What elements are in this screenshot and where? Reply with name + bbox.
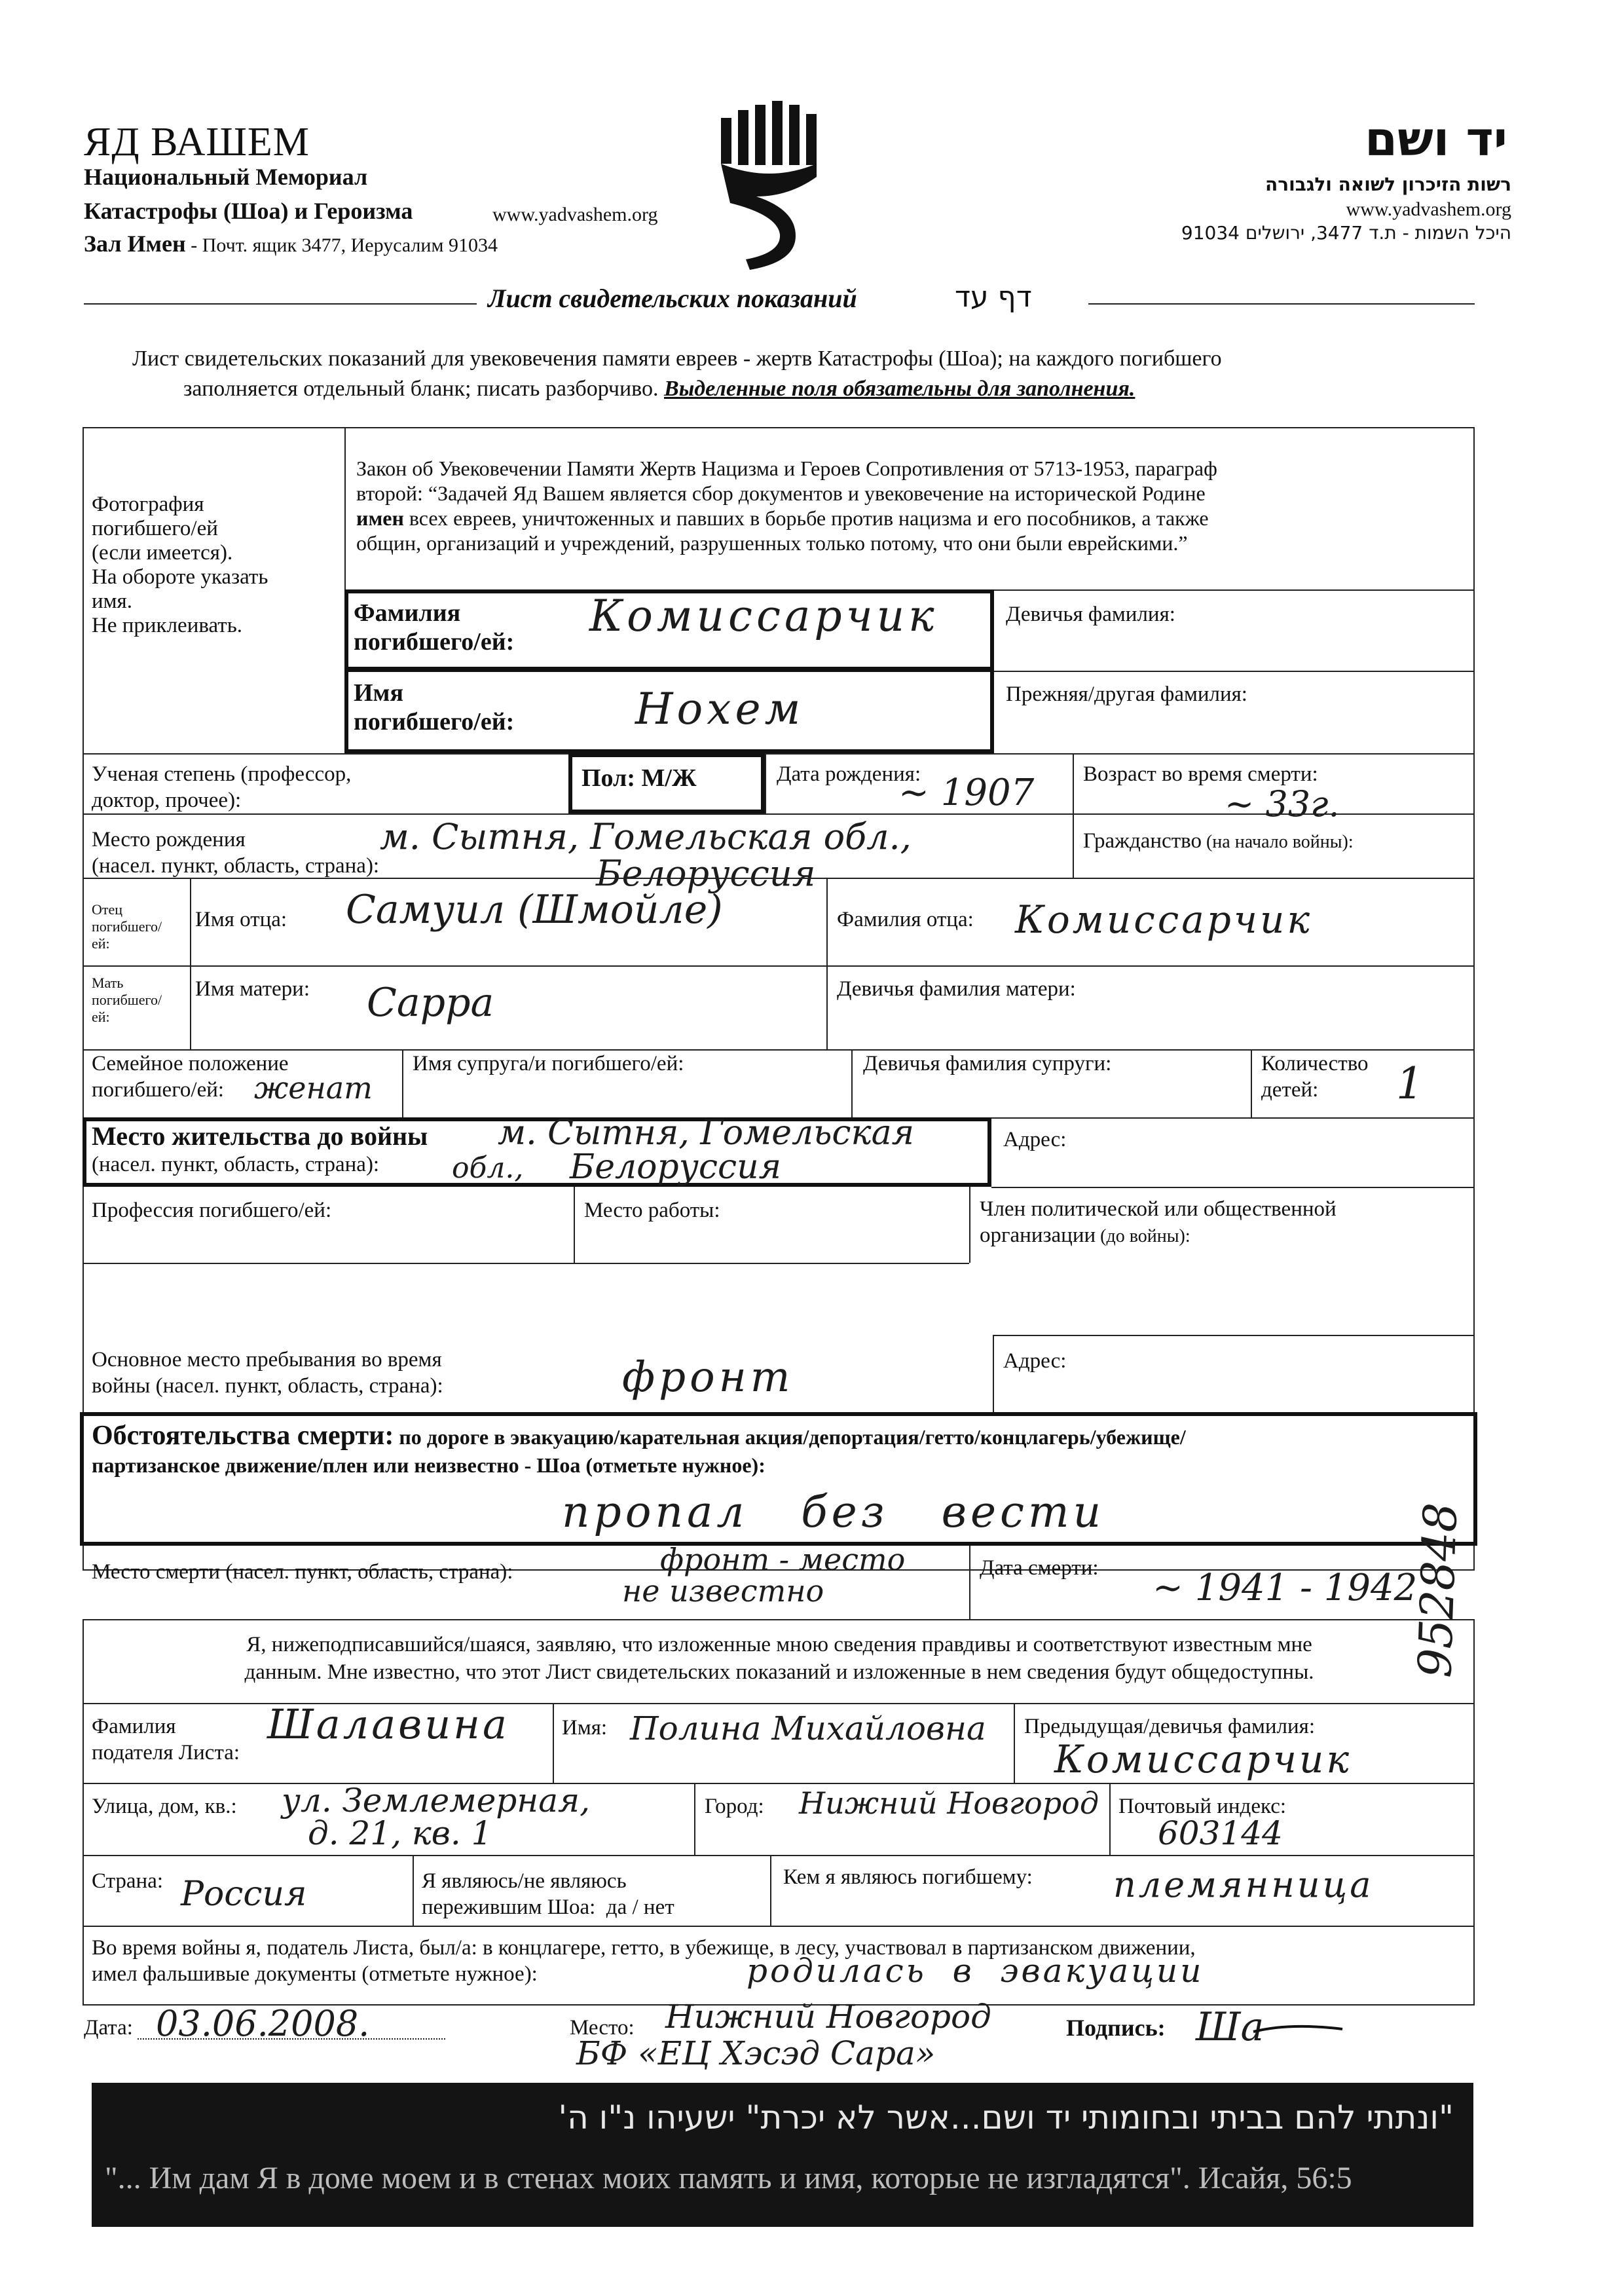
member-label2	[980, 1222, 1337, 1250]
org-website[interactable]: www.yadvashem.org	[492, 204, 658, 225]
city-divider	[694, 1783, 695, 1855]
death-date-label: Дата смерти:	[980, 1556, 1099, 1580]
relation-value: племянница	[1113, 1864, 1374, 1905]
place-label: Место:	[570, 2016, 635, 2040]
wartime-label1: Основное место пребывания во время	[92, 1348, 442, 1371]
birth-place-label1: Место рождения	[92, 828, 246, 851]
death-circ-text2: партизанское движение/плен или неизвестно - Шоа (отметьте нужное):	[92, 1453, 766, 1477]
photo-note-line2: погибшего/ей	[92, 517, 218, 540]
org-title-ru: ЯД ВАШЕМ	[84, 120, 310, 164]
father-side-line3: ей:	[92, 935, 110, 952]
citizenship-label	[1083, 828, 1354, 855]
victim-surname-label	[354, 599, 514, 656]
residence-label2: (насел. пункт, область, страна):	[92, 1153, 380, 1176]
member-note: (до войны):	[1096, 1226, 1190, 1246]
birth-place-label	[92, 827, 379, 879]
birth-place-value-line2: Белоруссия	[596, 853, 816, 894]
death-circ-line1	[92, 1423, 1186, 1451]
place-value: Нижний Новгород	[665, 1998, 991, 2036]
residence-label1: Место жительства до войны	[92, 1121, 428, 1151]
signature-stroke	[1251, 2017, 1349, 2043]
side-number: 952848	[1408, 1501, 1468, 1679]
victim-surname-value: Комиссарчик	[589, 591, 938, 641]
zip-divider	[1109, 1783, 1111, 1855]
intro-line2	[183, 376, 1135, 402]
war-status-label2: имел фальшивые документы (отметьте нужное):	[92, 1962, 538, 1986]
he-website[interactable]: www.yadvashem.org	[1346, 198, 1511, 220]
father-name-value: Самуил (Шмойле)	[346, 887, 723, 933]
children-value: 1	[1396, 1058, 1424, 1109]
father-surname-label: Фамилия отца:	[837, 908, 974, 931]
death-circ-title: Обстоятельства смерти:	[92, 1421, 394, 1451]
submitter-name-value: Полина Михайловна	[630, 1709, 986, 1747]
wartime-address-label: Адрес:	[1003, 1349, 1067, 1373]
signature-label: Подпись:	[1066, 2015, 1166, 2041]
country-label: Страна:	[92, 1869, 164, 1893]
survivor-label2: пережившим Шоа: да / нет	[422, 1895, 674, 1919]
org-line1: Национальный Мемориал	[84, 164, 368, 190]
wartime-top-rule	[993, 1335, 1475, 1336]
birth-place-value-line1: м. Сытня, Гомельская обл.,	[380, 816, 912, 857]
wartime-label	[92, 1347, 443, 1399]
wartime-address-divider	[993, 1335, 994, 1412]
birth-date-value: ~ 1907	[898, 772, 1035, 814]
survivor-label1: Я являюсь/не являюсь	[422, 1869, 627, 1893]
submitter-prev-divider	[1014, 1703, 1015, 1783]
declaration-line1: Я, нижеподписавшийся/шаяся, заявляю, что изложенные мною сведения правдивы и соответствуют известным мне	[246, 1633, 1312, 1656]
relation-label: Кем я являюсь погибшему:	[783, 1865, 1033, 1889]
submitter-surname-label2: подателя Листа:	[92, 1741, 240, 1764]
org-address	[84, 231, 498, 259]
age-value: ~ 33г.	[1225, 783, 1340, 825]
death-circ-text1: по дороге в эвакуацию/карательная акция/депортация/гетто/концлагерь/убежище/	[394, 1425, 1186, 1449]
banner-he-line: "ונתתי להם בביתי ובחומותי יד ושם...אשר לא יכרת" ישעיהו נ"ו ה'	[558, 2099, 1454, 2136]
place-value-line2: БФ «ЕЦ Хэсэд Сара»	[576, 2034, 936, 2072]
declaration-text	[92, 1631, 1467, 1686]
law-names-bold: имен	[356, 506, 404, 530]
children-label	[1261, 1051, 1369, 1103]
age-label: Возраст во время смерти:	[1083, 762, 1318, 786]
death-date-divider	[969, 1546, 970, 1619]
degree-label2: доктор, прочее):	[92, 789, 242, 812]
birth-date-label: Дата рождения:	[777, 762, 921, 786]
banner-ru-line: "... Им дам Я в доме моем и в стенах моих память и имя, которые не изгладятся". Исайя, 56:5	[105, 2161, 1352, 2195]
law-line3	[356, 506, 1217, 531]
victim-name-label1: Имя	[354, 679, 403, 707]
death-circ-label	[92, 1423, 1186, 1478]
wartime-value: фронт	[622, 1353, 794, 1402]
residence-value-line1: м. Сытня, Гомельская	[498, 1113, 915, 1153]
relation-divider	[770, 1855, 771, 1926]
mother-side-line1: Мать	[92, 975, 124, 991]
birth-place-label2: (насел. пункт, область, страна):	[92, 854, 380, 878]
marital-value: женат	[254, 1070, 373, 1106]
war-status-label1: Во время войны я, податель Листа, был/а: в концлагере, гетто, в убежище, в лесу, участвовал в партизанском движении,	[92, 1936, 1196, 1960]
death-date-value: ~ 1941 - 1942	[1153, 1567, 1418, 1609]
workplace-divider	[574, 1187, 575, 1263]
title-rule-left	[84, 303, 477, 305]
yad-vashem-logo	[717, 98, 828, 275]
street-value-line2: д. 21, кв. 1	[308, 1814, 492, 1852]
date-value: 03.06.2008.	[156, 2003, 370, 2044]
row2-bottom-rule	[83, 813, 1475, 815]
survivor-divider	[413, 1855, 414, 1926]
children-label2: детей:	[1261, 1078, 1319, 1102]
children-label1: Количество	[1261, 1052, 1369, 1075]
submitter-name-label: Имя:	[562, 1716, 608, 1740]
war-status-value: родилась в эвакуации	[747, 1952, 1204, 1990]
quote-banner	[92, 2083, 1473, 2227]
spouse-maiden-divider	[851, 1049, 853, 1117]
father-name-label: Имя отца:	[195, 908, 287, 931]
mother-side-line2: погибшего/	[92, 992, 162, 1008]
intro-line1: Лист свидетельских показаний для увековечения памяти евреев - жертв Катастрофы (Шоа); на каждого погибшего	[132, 346, 1222, 371]
photo-note	[92, 493, 268, 638]
degree-label	[92, 761, 351, 813]
marital-label2: погибшего/ей:	[92, 1078, 225, 1102]
form-title-he: דף עד	[955, 280, 1032, 314]
declaration-line2: данным. Мне известно, что этот Лист свидетельских показаний и изложенные в нем сведения будут общедоступны.	[244, 1660, 1314, 1684]
father-side-line2: погибшего/	[92, 918, 162, 935]
member-label1: Член политической или общественной	[980, 1197, 1337, 1221]
law-line1: Закон об Увековечении Памяти Жертв Нацизма и Героев Сопротивления от 5713-1953, параграф	[356, 457, 1217, 480]
maiden-bottom-rule	[994, 671, 1475, 672]
residence-bottom-rule	[991, 1187, 1475, 1188]
residence-value-line2b: Белоруссия	[570, 1148, 782, 1187]
org-line2: Катастрофы (Шоа) и Героизма	[84, 198, 413, 224]
city-label: Город:	[705, 1795, 764, 1818]
wartime-label2: войны (насел. пункт, область, страна):	[92, 1374, 443, 1398]
he-line1: רשות הזיכרון לשואה ולגבורה	[1265, 174, 1511, 195]
intro-text: заполняется отдельный бланк; писать разборчиво.	[183, 377, 665, 401]
form-title: Лист свидетельских показаний	[488, 284, 857, 313]
citizenship-note: (на начало войны):	[1201, 832, 1354, 852]
victim-other-surname-label: Прежняя/другая фамилия:	[1006, 682, 1247, 706]
law-text	[356, 456, 1217, 555]
mother-side-line3: ей:	[92, 1009, 110, 1025]
victim-maiden-label: Девичья фамилия:	[1006, 603, 1175, 626]
spouse-maiden-label: Девичья фамилия супруги:	[863, 1052, 1112, 1075]
citizenship-label-text: Гражданство	[1083, 829, 1202, 853]
residence-value-line2a: обл.,	[452, 1151, 524, 1185]
profession-label: Профессия погибшего/ей:	[92, 1199, 332, 1222]
photo-note-line6: Не приклеивать.	[92, 614, 243, 637]
mother-maiden-label: Девичья фамилия матери:	[837, 977, 1076, 1001]
workplace-label: Место работы:	[584, 1199, 720, 1222]
death-place-label: Место смерти (насел. пункт, область, страна):	[92, 1560, 513, 1584]
po-box: - Почт. ящик 3477, Иерусалим 91034	[185, 234, 498, 256]
father-surname-divider	[826, 878, 828, 1049]
he-line3: היכל השמות - ת.ד 3477, ירושלים 91034	[1181, 222, 1511, 244]
victim-name-label	[354, 679, 514, 736]
victim-surname-label1: Фамилия	[354, 599, 461, 627]
photo-note-line1: Фотография	[92, 493, 204, 516]
date-label: Дата:	[84, 2016, 133, 2040]
death-place-value-line2: не известно	[622, 1573, 824, 1609]
title-rule-right	[1088, 303, 1475, 305]
submitter-surname-value: Шалавина	[267, 1700, 509, 1748]
country-value: Россия	[181, 1875, 307, 1914]
death-place-value-line1: фронт - место	[660, 1542, 906, 1577]
age-divider	[1073, 753, 1074, 878]
street-label: Улица, дом, кв.:	[92, 1795, 237, 1818]
submitter-row2-rule	[83, 1855, 1475, 1856]
mother-name-value: Сарра	[367, 980, 494, 1026]
survivor-label	[422, 1868, 674, 1920]
victim-name-label2: погибшего/ей:	[354, 708, 515, 736]
spouse-label: Имя супруга/и погибшего/ей:	[413, 1052, 684, 1075]
residence-address-label: Адрес:	[1003, 1128, 1067, 1151]
father-surname-value: Комиссарчик	[1015, 897, 1312, 942]
street-value-line1: ул. Землемерная,	[282, 1782, 591, 1819]
org-title-he: יד ושם	[1364, 111, 1507, 166]
submitter-name-divider	[553, 1703, 554, 1783]
residence-label	[92, 1121, 428, 1178]
work-bottom-rule	[83, 1263, 969, 1264]
death-circ-value: пропал без вести	[562, 1487, 1105, 1537]
submitter-surname-label1: Фамилия	[92, 1715, 176, 1738]
hall-of-names: Зал Имен	[84, 231, 186, 257]
city-value: Нижний Новгород	[799, 1785, 1099, 1821]
photo-note-line5: имя.	[92, 589, 132, 613]
law-line2: второй: “Задачей Яд Вашем является сбор документов и увековечение на исторической Родине	[356, 481, 1206, 505]
submitter-row3-rule	[83, 1926, 1475, 1927]
victim-name-value: Нохем	[635, 684, 805, 734]
photo-note-line3: (если имеется).	[92, 541, 233, 565]
law-line3-text: всех евреев, уничтоженных и павших в борьбе против нацизма и его пособников, а также	[403, 506, 1209, 530]
father-side-divider	[190, 878, 191, 1049]
children-divider	[1251, 1049, 1252, 1117]
father-bottom-rule	[83, 965, 1475, 967]
law-line4: общин, организаций и учреждений, разрушенных только потому, что они были еврейскими.”	[356, 531, 1188, 555]
birth-date-divider	[765, 753, 766, 813]
submitter-prev-value: Комиссарчик	[1054, 1737, 1352, 1782]
submitter-prev-label: Предыдущая/девичья фамилия:	[1024, 1715, 1316, 1738]
degree-label1: Ученая степень (профессор,	[92, 762, 352, 786]
father-side-label	[92, 901, 162, 952]
marital-label1: Семейное положение	[92, 1052, 289, 1075]
member-divider	[969, 1187, 970, 1263]
photo-note-line4: На обороте указать	[92, 565, 268, 589]
zip-value: 603144	[1158, 1814, 1283, 1852]
row3-bottom-rule	[83, 878, 1475, 879]
mother-side-label	[92, 975, 162, 1026]
gender-label: Пол: М/Ж	[581, 764, 697, 792]
victim-surname-label2: погибшего/ей:	[354, 628, 515, 656]
zip-label: Почтовый индекс:	[1118, 1795, 1287, 1818]
spouse-divider	[402, 1049, 403, 1117]
mother-name-label: Имя матери:	[195, 977, 310, 1001]
intro-emphasis: Выделенные поля обязательны для заполнения.	[664, 377, 1135, 401]
father-side-line1: Отец	[92, 901, 123, 918]
member-label2-text: организации	[980, 1223, 1096, 1247]
row1-bottom-rule	[83, 753, 1475, 755]
member-label	[980, 1196, 1337, 1250]
submitter-surname-label	[92, 1713, 240, 1766]
signature-value: Ша	[1196, 2004, 1264, 2050]
